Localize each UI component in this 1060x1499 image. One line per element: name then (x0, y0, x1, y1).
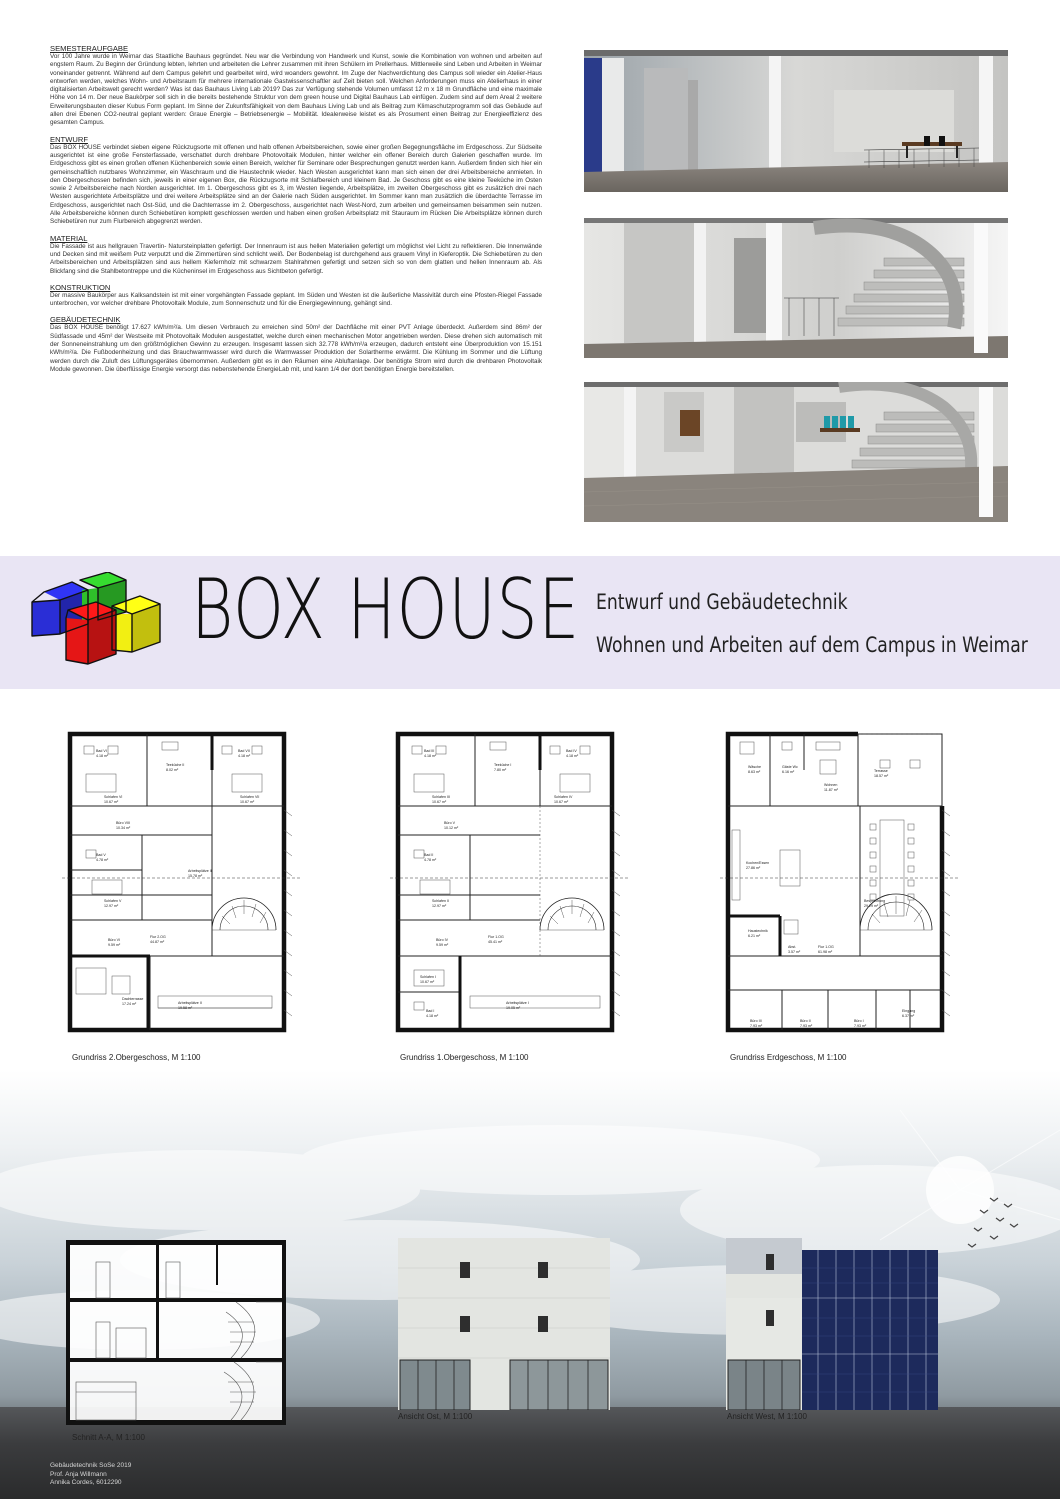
svg-text:10.67 m²: 10.67 m² (240, 800, 255, 804)
floor-plan-1og (390, 720, 630, 1050)
svg-text:4.18 m²: 4.18 m² (424, 754, 437, 758)
svg-text:Büro III: Büro III (750, 1019, 762, 1023)
svg-text:Bad VII: Bad VII (238, 749, 250, 753)
svg-text:10.67 m²: 10.67 m² (432, 800, 447, 804)
svg-text:11.87 m²: 11.87 m² (824, 788, 838, 792)
svg-text:3.57 m²: 3.57 m² (788, 950, 801, 954)
svg-text:10.67 m²: 10.67 m² (104, 800, 119, 804)
svg-text:Büro I: Büro I (854, 1019, 864, 1023)
svg-text:Haustechnik: Haustechnik (748, 929, 768, 933)
svg-text:4.78 m²: 4.78 m² (96, 858, 109, 862)
box-house-logo (30, 572, 172, 672)
svg-text:10.67 m²: 10.67 m² (420, 980, 435, 984)
svg-text:Arbeitsplätze I: Arbeitsplätze I (506, 1001, 529, 1005)
svg-text:10.12 m²: 10.12 m² (444, 826, 459, 830)
svg-text:7.80 m²: 7.80 m² (494, 768, 507, 772)
svg-text:17.24 m²: 17.24 m² (122, 1002, 137, 1006)
svg-text:Teeküche II: Teeküche II (166, 763, 185, 767)
svg-text:Schlafen V: Schlafen V (104, 899, 122, 903)
birds-decoration (960, 1188, 1040, 1258)
description-text (50, 44, 542, 374)
svg-text:19.58 m²: 19.58 m² (178, 1006, 193, 1010)
svg-text:Teeküche I: Teeküche I (494, 763, 512, 767)
section-text: Vor 100 Jahre wurde in Weimar das Staatliche Bauhaus gegründet. Neu war die Verbindung von Handwerk und Kunst, sowie die Kombination von wohnen und arbeiten auf engstem Raum. Zu Beginn der Gründung lebten, lehrten und arbeiteten die Lehrer zusammen mit ihren Schülern im Prellerhaus. Mittlerweile sind Leben und Arbeiten in Weimar voneinander getrennt. Während auf dem Campus gelehrt und gearbeitet wird, wird woanders gewohnt. Im Zuge der Nachverdichtung des Campus soll wieder ein Atelier-Haus entworfen werden, welches Wohn- und Arbeitsraum für mehrere internationale Gastwissenschaftler auf Zeit bieten soll. Welchen Anforderungen muss ein Atelierhaus in einer digitalisierten Arbeitswelt gerecht werden? Was ist das Bauhaus Living Lab 2019? Das zur Verfügung stehende Volumen umfasst 12 m x 18 m Grundfläche und eine maximale Höhe von 14 m. Der neue Baukörper soll sich in die bereits bestehende Struktur von dem green house und Digital Bauhaus Lab einfügen. Zudem sind auf dem Areal 2 weitere Erweiterungsbauten dieser Kubus Form geplant. Im Sinne der Zukunftsfähigkeit von dem Bauhaus Living Lab und als Beitrag zum Klimaschutzprogramm soll das Gebäude auf allen drei Ebenen CO2-neutral geplant werden: Graue Energie – Betriebsenergie – Mobilität. Idealerweise leistet es als Prosument einen Beitrag zur Energieeffizienz des gesamten Campus. (50, 53, 542, 127)
svg-text:Schlafen II: Schlafen II (432, 899, 449, 903)
section-heading: KONSTRUKTION (50, 282, 111, 292)
svg-text:Büro IV: Büro IV (436, 938, 448, 942)
svg-text:Büro VIII: Büro VIII (116, 821, 130, 825)
svg-text:12.97 m²: 12.97 m² (104, 904, 119, 908)
svg-text:Eingang: Eingang (902, 1009, 916, 1013)
floor-plan-eg (720, 720, 960, 1050)
svg-text:8.02 m²: 8.02 m² (166, 768, 179, 772)
svg-text:6.16 m²: 6.16 m² (782, 770, 795, 774)
svg-text:Dachterrasse: Dachterrasse (122, 997, 144, 1001)
section-heading: ENTWURF (50, 134, 88, 144)
credits-professor: Prof. Anja Willmann (50, 1470, 107, 1478)
svg-text:Wohnen: Wohnen (824, 783, 838, 787)
svg-text:Schlafen III: Schlafen III (432, 795, 450, 799)
svg-text:4.18 m²: 4.18 m² (238, 754, 251, 758)
project-title: BOX HOUSE (191, 561, 581, 658)
svg-text:4.18 m²: 4.18 m² (566, 754, 579, 758)
svg-text:Bad IV: Bad IV (566, 749, 577, 753)
plan-label-1og: Grundriss 1.Obergeschoss, M 1:100 (400, 1053, 529, 1062)
svg-text:Abst.: Abst. (788, 945, 797, 949)
section-text: Das BOX HOUSE benötigt 17.627 kWh/m²/a. Um diesen Verbrauch zu erreichen sind 50m² der Dachfläche mit einer PVT Anlage überdeckt. Außerdem sind 86m² der Südfassade und 45m² der Westseite mit Photovoltaik Modulen ausgestattet, welche durch einen mechanischen Motor angetrieben werden. Diese drehen sich automatisch mit der Sonneneinstrahlung um den größtmöglichen Gewinn zu erzeugen. Insgesamt lassen sich 32.778 kWh/m²/a erzeugen, dadurch entsteht eine Überproduktion von 15.151 kWh/m²/a. Die Fußbodenheizung und das Brauchwarmwasser wird durch die Warmwasser Produktion der Solartherme erwärmt. Die Kühlung im Sommer und die Lüftung werden durch die Zuluft des Lüftungsgerätes übernommen. Außerdem gibt es in den Räumen eine Abluftanlage. Der benötigte Strom wird durch die drehbaren Photovoltaik Module gewonnen. Die überflüssige Energie versorgt das nebenstehende EnergieLab mit, und kann 1/4 der dort benötigten Energie bereitstellen. (50, 324, 542, 373)
interior-render-2 (584, 218, 1008, 358)
svg-text:Schlafen VI: Schlafen VI (104, 795, 123, 799)
svg-text:18.57 m²: 18.57 m² (874, 774, 889, 778)
svg-text:Büro VI: Büro VI (108, 938, 120, 942)
svg-text:6.37 m²: 6.37 m² (902, 1014, 915, 1018)
svg-text:Terrasse: Terrasse (874, 769, 888, 773)
svg-text:7.93 m²: 7.93 m² (854, 1024, 867, 1028)
svg-text:19.05 m²: 19.05 m² (506, 1006, 521, 1010)
credits (50, 1462, 131, 1488)
svg-text:29.29 m²: 29.29 m² (864, 904, 879, 908)
svg-text:Schlafen IV: Schlafen IV (554, 795, 573, 799)
west-elevation-label: Ansicht West, M 1:100 (727, 1412, 807, 1421)
svg-text:Bad III: Bad III (424, 749, 435, 753)
svg-text:12.97 m²: 12.97 m² (432, 904, 447, 908)
banner-tagline: Wohnen und Arbeiten auf dem Campus in Weimar (596, 633, 1028, 657)
section-heading: MATERIAL (50, 233, 88, 243)
svg-text:6.21 m²: 6.21 m² (748, 934, 761, 938)
east-elevation (398, 1238, 610, 1410)
section-a-a-drawing (56, 1232, 306, 1432)
svg-text:Schlafen I: Schlafen I (420, 975, 436, 979)
svg-text:Bad I: Bad I (426, 1009, 435, 1013)
svg-text:45.41 m²: 45.41 m² (488, 940, 503, 944)
section-text: Das BOX HOUSE verbindet sieben eigene Rückzugsorte mit offenen und halb offenen Arbeitsbereichen, sowie einer großen Begegnungsfläche im Erdgeschoss. Zur Südseite ausgerichtet ist eine große Fensterfassade, verschattet durch drehbare Photovoltaik Modulen, hinter welcher ein offener Bereich durch Galerien geschaffen wurde. Im Erdgeschoss gibt es einen großen offenen Küchenbereich sowie einen Bereich, welcher für Seminare oder Besprechungen genutzt werden kann. Außerdem finden sich hier ein gemeinschaftlich nutzbares Wohnzimmer, ein Waschraum und die Haustechnik wieder. Nach Westen ausgerichtet kann man sich einen der drei Arbeitsbereiche anmieten. In den Obergeschossen befinden sich, jeweils in einer eigenen Box, die Rückzugsorte mit Schlafbereich und kleinem Bad. Je Geschoss gibt es eine kleine Teeküche im Osten sowie 2 Arbeitsbereiche nach Norden ausgerichtet. Im 1. Obergeschoss gibt es 3, im Westen liegende, Arbeitsplätze, im zweiten Obergeschoss gibt es zusätzlich drei nach Westen ausgerichtete Arbeitsplätze und drei weitere Arbeitsplätze sind an der Galerie nach Süden ausgerichtet. Im Sommer kann man zusätzlich die überdachte Terrasse im Erdgeschoss, ausgerichtet nach Ost-Süd, und die Dachterrasse im 2. Obergeschoss, ausgerichtet nach West-Nord, zum arbeiten und gemeinsamen beisammen sein nutzen. Alle Arbeitsbereiche können durch Schiebetüren komplett geschlossen werden und haben einen großen Arbeitsplatz mit Stauraum im Rücken Die Arbeitsplätze können durch Schiebetüren nur zum Flurbereich abgegrenzt werden. (50, 143, 542, 226)
svg-text:Arbeitsplätze III: Arbeitsplätze III (188, 869, 213, 873)
svg-text:4.18 m²: 4.18 m² (426, 1014, 439, 1018)
svg-text:Büro II: Büro II (800, 1019, 811, 1023)
plan-label-2og: Grundriss 2.Obergeschoss, M 1:100 (72, 1053, 201, 1062)
section-label: Schnitt A-A, M 1:100 (72, 1433, 145, 1442)
svg-text:27.86 m²: 27.86 m² (746, 866, 761, 870)
svg-text:10.34 m²: 10.34 m² (116, 826, 131, 830)
svg-text:Büro V: Büro V (444, 821, 455, 825)
svg-text:Arbeitsplätze II: Arbeitsplätze II (178, 1001, 202, 1005)
west-elevation (726, 1238, 938, 1410)
east-elevation-label: Ansicht Ost, M 1:100 (398, 1412, 473, 1421)
svg-text:Wäsche: Wäsche (748, 765, 761, 769)
svg-text:Bad V: Bad V (96, 853, 106, 857)
svg-text:Flur 1.OG: Flur 1.OG (818, 945, 834, 949)
svg-text:61.98 m²: 61.98 m² (818, 950, 833, 954)
svg-text:7.93 m²: 7.93 m² (800, 1024, 813, 1028)
interior-render-1 (584, 50, 1008, 192)
section-heading: GEBÄUDETECHNIK (50, 315, 121, 325)
credits-author: Annika Cordes, 6012290 (50, 1479, 122, 1486)
svg-text:44.87 m²: 44.87 m² (150, 940, 165, 944)
interior-render-3 (584, 382, 1008, 522)
svg-text:7.93 m²: 7.93 m² (750, 1024, 763, 1028)
svg-text:Kochen/Essen: Kochen/Essen (746, 861, 770, 865)
banner-subtitle: Entwurf und Gebäudetechnik (596, 590, 848, 614)
section-text: Der massive Baukörper aus Kalksandstein ist mit einer vorgehängten Fassade geplant. Im Süden und Westen ist die äußerliche Massivität durch eine Pfosten-Riegel Fassade unterbrochen, vor welcher drehbare Photovoltaik Module, zum Sonnenschutz und für die Energiegewinnung, gehängt sind. (50, 291, 542, 308)
svg-text:4.78 m²: 4.78 m² (424, 858, 437, 862)
svg-text:Bad VI: Bad VI (96, 749, 107, 753)
credits-course: Gebäudetechnik SoSe 2019 (50, 1462, 132, 1469)
svg-text:9.59 m²: 9.59 m² (108, 943, 121, 947)
section-text: Die Fassade ist aus hellgrauen Travertin- Natursteinplatten gefertigt. Der Innenraum ist aus hellen Materialien gefertigt um möglichst viel Licht zu reflektieren. Die Innenwände und Decken sind mit weißem Putz verputzt und die Zimmertüren sind schlicht weiß. Der Bodenbelag ist durchgehend aus grauem Vinyl in Kieferoptik. Die Schiebetüren zu den Arbeitsbereichen und Arbeitsplätzen sind aus hellem Kiefernholz mit schwarzem Stahlrahmen gefertigt und setzen sich so von dem glatten und hellen Innenraum ab. Als Blickfang sind die Stahlbetontreppe und die Kücheninsel im Erdgeschoss aus Sichtbeton gefertigt. (50, 242, 542, 275)
svg-text:9.59 m²: 9.59 m² (436, 943, 449, 947)
svg-text:Besprechung: Besprechung (864, 899, 886, 903)
svg-text:Gäste Wc: Gäste Wc (782, 765, 798, 769)
svg-text:15.78 m²: 15.78 m² (188, 874, 203, 878)
svg-text:10.67 m²: 10.67 m² (554, 800, 569, 804)
svg-text:Bad II: Bad II (424, 853, 434, 857)
section-heading: SEMESTERAUFGABE (50, 44, 129, 53)
svg-text:Schlafen VII: Schlafen VII (240, 795, 260, 799)
svg-text:4.18 m²: 4.18 m² (96, 754, 109, 758)
svg-text:Flur 1.OG: Flur 1.OG (488, 935, 504, 939)
svg-text:8.63 m²: 8.63 m² (748, 770, 761, 774)
plan-label-eg: Grundriss Erdgeschoss, M 1:100 (730, 1053, 847, 1062)
svg-text:Flur 2.OG: Flur 2.OG (150, 935, 166, 939)
floor-plan-2og (62, 720, 302, 1050)
